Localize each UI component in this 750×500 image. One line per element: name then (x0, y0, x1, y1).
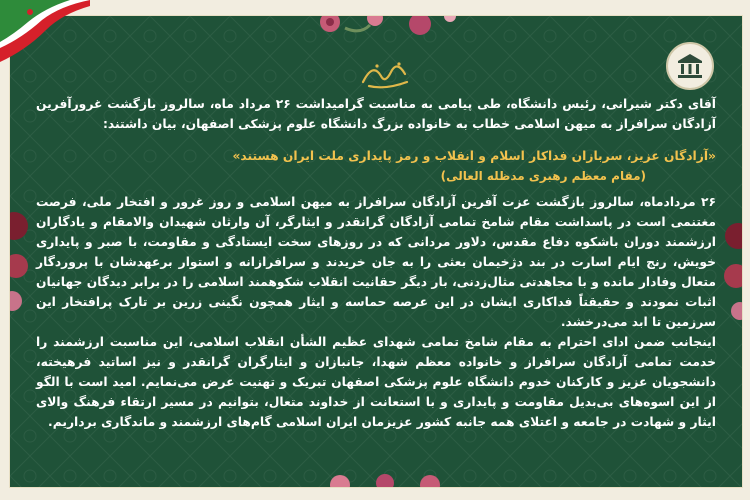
quote-source: (مقام معظم رهبری مدظله العالی) (440, 169, 646, 183)
tabrik-calligraphy-icon (355, 54, 415, 94)
university-emblem-icon (666, 42, 714, 90)
paragraph-congratulations: اینجانب ضمن ادای احترام به مقام شامخ تمامی شهدای عظیم الشأن انقلاب اسلامی، این مناسبت ارزشمند را خدمت تمامی آزادگان سرافراز و خانواده معظم شهدا، جانبازان و ایثارگران گرانقدر و نیز اساتید فرهیخته، دانشجویان عزیز و کارکنان خدوم دانشگاه علوم پزشکی اصفهان تبریک و تهنیت عرض می‌نمایم. امید است با الگو از این اسوه‌های بی‌بدیل مقاومت و پایداری و با استعانت از خداوند متعال، بتوانیم در مسیر ارتقاء فرهنگ والای ایثار و شهادت در جامعه و اعتلای همه جانبه کشور عزیزمان ایران اسلامی گام‌های ارزشمند و ماندگاری برداریم. (36, 335, 716, 429)
leader-quote: «آزادگان عزیز، سربازان فداکار اسلام و انقلاب و رمز پایداری ملت ایران هستند» (232, 149, 716, 163)
paragraph-anniversary: ۲۶ مردادماه، سالروز بازگشت عزت آفرین آزادگان سرافراز به میهن اسلامی و روز غرور و افتخار ملی، فرصت مغتنمی است در پاسداشت مقام شامخ تمامی آزادگان گرانقدر و ایثارگر، آن وارثان شهیدان والامقام و یادگاران ارزشمند دوران باشکوه دفاع مقدس، دلاور مردانی که در روزهای سخت ایستادگی و مقاومت، با صبر و پایداری خویش، رنج ایام اسارت در بند دژخیمان بعثی را به جان خریدند و سرافرازانه و استوار برعهدشان با پروردگار متعال وفادار مانده و با مجاهدتی مثال‌زدنی، بار دیگر حقانیت انقلاب شکوهمند اسلامی را در برابر دیدگان جهانیان اثبات نمودند و حقیقتاً فداکاری ایشان در این عرصه حماسه و ایثار همچون نگینی زرین بر تارک پرافتخار این سرزمین تا ابد می‌درخشد. (36, 195, 716, 329)
iran-flag-ribbon-icon (0, 0, 90, 70)
message-body (36, 94, 716, 432)
intro-text: آقای دکتر شیرانی، رئیس دانشگاه، طی پیامی به مناسبت گرامیداشت ۲۶ مرداد ماه، سالروز بازگشت غرورآفرین آزادگان سرافراز به میهن اسلامی خطاب به خانواده بزرگ دانشگاه علوم پزشکی اصفهان، بیان داشتند: (36, 97, 717, 131)
message-card (9, 15, 743, 488)
flower-decoration-bottom (300, 469, 470, 488)
flower-decoration-top (300, 15, 470, 40)
